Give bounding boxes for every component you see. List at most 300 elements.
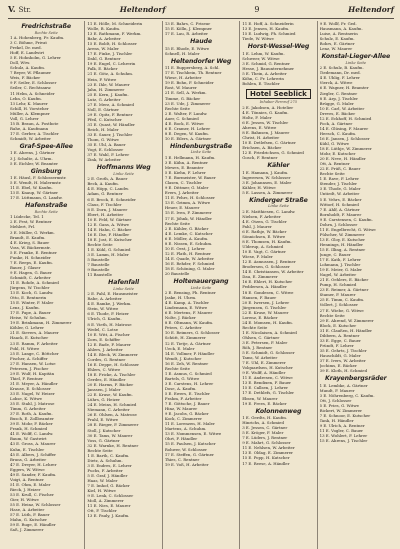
resident-entry: Rechte Seite [164,105,190,111]
resident-entry: 15 E. Popp, H. Kutscher [242,455,290,461]
resident-entry: 15 E. Boldt, H. Schlosser [87,41,137,47]
street-heading: Graf-Spee-Allee [19,142,73,150]
resident-entry: 5 E. Eichler, W. Beamter [10,160,58,166]
resident-entry: 12 E. Asmussen, J. Rentner [242,259,296,265]
resident-entry: 5 E. Lassen, A. Zimmerer [242,189,293,195]
resident-entry: 23 E. Ude, J. Zimmerer [164,100,211,106]
resident-entry: Holtz, F. Maler [242,114,272,120]
resident-entry: Prahl, E. Witwe [87,417,119,423]
resident-entry: Rechte Seite [87,241,113,247]
resident-entry: 51 E. Ohm, E. Maler [10,481,51,487]
resident-entry: Timme, G. Bäcker [164,95,201,101]
resident-entry: Block, E. Kutscher [319,322,357,328]
resident-entry: 57 E. Lüth, F. Bauer [10,512,50,518]
resident-entry: 27 E. Merz, A. Schmied [87,101,134,107]
resident-entry: Hinrichs, A. Schmied [242,420,284,426]
resident-entry: 16 E. Deppe, H. Schlosser [87,361,140,367]
resident-entry: 19 E. Bohn, F. Schneider [164,80,214,86]
resident-entry: Zorn, E. Schiffer [87,336,121,342]
resident-entry: Stender, J. Tischler [319,181,358,187]
resident-entry: 7 E. Uhl, E. Zimmerer [242,360,286,366]
street-heading: Kolonnenweg [255,407,302,415]
resident-entry: Köhn, C. Fr. Lehrerin [242,75,284,81]
resident-entry: Lenz, W. Maurer [319,46,353,52]
resident-entry: 16 E. Zeh, W. Rentner [164,360,209,366]
resident-entry: 22 E. Prüß, C. Bauer [319,166,361,172]
resident-entry: Bauer, J. Glaser [10,264,41,270]
resident-entry: Jahn, H. Zimmerer [87,86,125,92]
resident-entry: 25 E. Lange, C. Böttcher [10,350,59,356]
resident-entry: Claus, F. Tischler [87,201,122,207]
header-right-title: Heltendorf [348,5,394,14]
resident-entry: 9 E. Hagen, G. Bauer [10,269,52,275]
resident-entry: Heuer, E. Maurer [164,205,200,211]
resident-entry: 17 E. Lau, R. Arbeiter [164,31,209,37]
resident-entry: 10 E. Detlefsen, C. Gärtner [242,139,296,145]
resident-entry: 17 E. Reese, A. Händler [242,460,290,466]
resident-entry: 1 E. Nicolaisen, A. Schmied [242,329,297,335]
side-subheading: Linke Seite [190,150,212,155]
street-heading: Hindenburgstraße [170,142,232,150]
resident-entry: 37 E. Wahl, F. Lehrer [87,152,130,158]
resident-entry: Ott, J. Schlosser [319,397,352,403]
resident-entry: Lenz, J. Kaufm. [10,305,40,311]
resident-entry: Krause, E. Schlosser [10,385,51,391]
resident-entry: Timm, G. Arbeiter [10,406,46,412]
resident-entry: 15 E. Rhode, E. Witwe [164,45,210,51]
resident-entry: Noll, E. Gärtner [87,106,119,112]
directory-columns [8,21,394,549]
street-heading: Hoffmanns Weg [96,164,151,172]
resident-entry: Tank, H. Händler [319,417,354,423]
resident-entry: Adam, G. Rentner [87,191,123,197]
resident-entry: Weis, F. Bäcker [10,75,41,81]
resident-entry: 22 E. Kruse, W. Kaufm. [87,392,133,398]
resident-entry: Hein, F. Witwe [87,76,117,82]
resident-entry: 23 E. Reimer, A. Gärtner [319,287,369,293]
resident-entry: 9 E. Jacobs, G. Bäcker [164,411,209,417]
resident-entry: Falk, E. Bäcker [87,66,118,72]
resident-entry: 5 E. Pries, G. Witwe [319,402,359,408]
resident-entry: Hansen, F. Bauer [242,294,277,300]
resident-entry: Thies, C. Rentner [164,456,200,462]
resident-entry: Ahrens, E. Witwe [242,124,277,130]
resident-entry: Thom, G. Witwe [87,137,119,143]
resident-entry: 10 E. Reimers, G. Schlosser [164,330,220,336]
resident-entry: Lindemann, E. Witwe [164,305,208,311]
resident-entry: Kock, C. Zimmerer [164,416,202,422]
resident-entry: Fuchs, F. Arbeiter [87,467,123,473]
resident-entry: 13 E. Oldag, E. Zimmerer [242,450,293,456]
resident-entry: 13 E. Grimm, A. Witwe [164,200,211,206]
resident-entry: 10 E. Oest, J. Lehrer [164,245,205,251]
resident-entry: Doll, Wtw. [10,60,31,66]
resident-entry: Prekel, Dr. med. [10,45,42,51]
resident-entry: Dahl, G. Rentner [87,56,121,62]
resident-entry: Schulz, E. Kaufm. [319,36,355,42]
resident-entry: 9 E. Wollf, Fr. Ged. [319,21,357,26]
resident-entry: Heise, W. Schuhm. [10,315,47,321]
resident-entry: 39 E. Kloth, H. Schmied [319,368,368,374]
resident-entry: 35 E. Gehrts, J. Tischler [319,347,367,353]
resident-entry: Auer, C. Schmied [164,115,199,121]
resident-entry: 3 E. Endres, E. Lehrer [87,462,132,468]
resident-entry: Tams, W. Arbeiter [242,355,278,361]
resident-entry: 2 E. Jakobsen, A. Hotelier [242,104,294,110]
resident-entry: Pohl, H. Witwe [10,345,40,351]
resident-entry: Junge, C. Bauer [319,252,351,258]
resident-entry: 1 Lüdecke, Tel. 1 [10,214,44,220]
resident-entry: Stamer, F. Maurer [319,292,356,298]
resident-entry: 11 E. Ruppersberg, A. Schl. [164,65,220,71]
resident-entry: 2 E. Pahl, E. Hausmeister [87,291,138,297]
resident-entry: Rost, W. Maurer [164,85,197,91]
resident-entry: Dreves, E. Bäcker [319,110,356,116]
resident-entry: 27 E. Hansen, W. Lotse [10,360,56,366]
resident-entry: Jaske, H. Uhrm. [164,295,197,301]
resident-entry: 13 Lehr, K. Maurer [10,100,48,106]
resident-entry: 3 E. Thode, G. Maler [319,186,361,192]
resident-entry: 1 E. Lehm, W. Kaufm. [242,50,285,56]
resident-entry: 3 E. Lamm, H. Maler [87,252,129,258]
resident-entry: 29 E. Wulf, H. Kapitän [10,370,55,376]
resident-entry: Wolle, B. Kaufm. [87,26,121,32]
resident-entry: Schmidt, W. Arbeiter [10,135,52,141]
resident-entry: 21 E. Götz, A. Schuhm. [87,71,134,77]
resident-entry: Bornholdt, F. Maurer [319,211,362,217]
resident-entry: 7 E. Ahlf, A. Gärtner [319,206,360,212]
resident-entry: 8 E. Oltmann, W. Kaufm. [164,320,214,326]
resident-entry: 19 E. Frees, E. Bäcker [242,400,287,406]
resident-entry: Kühl, G. Witwe [319,140,349,146]
resident-entry: Kuhn, E. Tischler [10,446,45,452]
side-subheading: Rechte Seite [34,30,58,35]
resident-entry: 55 E. Heinz, W. Schlosser [10,502,61,508]
resident-entry: 1 E. Ahrens, J. Gärtner [10,150,55,156]
resident-entry: 5 E. Hohnholm, G. Lehrer [10,55,61,61]
resident-entry: 23 E. Ihle, W. Maurer [87,81,130,87]
resident-entry: Rechte Seite [87,447,113,453]
resident-entry: Peters, C. Arbeiter [164,325,202,331]
advert-box: Hotel Seeblick [246,89,310,99]
resident-entry: 8 E. Degen, W. Kaufm. [164,130,209,136]
resident-entry: Mohr, E. Kutscher [319,151,356,157]
header-left [8,4,31,14]
resident-entry: 11 E. Vogler, C. Bauer [319,428,364,434]
resident-entry: 15 E. Callsen, J. Lehrer [242,385,288,391]
resident-entry: 15 E. Ludwig, Ph. Schmied [242,31,296,37]
resident-entry: Gerdes, E. Händler [87,377,126,383]
resident-entry: Rechte Seite [242,324,268,330]
resident-entry: 24 E. Meins, H. Schmied [87,402,137,408]
resident-entry: 14 E. Hahn, C. Bäcker [87,226,132,232]
resident-entry: 13 E. Gloy, E. Kutscher [319,236,366,242]
resident-entry: 3 E. Petersen, F. Maler [242,339,288,345]
resident-entry: 28 E. Rieger, F. Zimmerer [87,422,139,428]
resident-entry: 45 E. Albers, J. Schiffer [10,451,56,457]
resident-entry: Voss, W. Bäckermstr. [10,244,51,250]
resident-entry: 17 E. Lüttmann, G. Landw. [10,195,63,201]
resident-entry: Rechte Seite [164,220,190,226]
resident-entry: 59 E. Ruge, E. Händler [10,522,56,528]
resident-entry: 19 E. Engel, C. Lehrerin [87,61,136,67]
resident-entry: Stein, W. Witwe [87,306,119,312]
resident-entry: Nolte, J. Bäcker [164,315,196,321]
resident-entry: 5 E. Schmidt, G. Schlosser [242,350,295,356]
side-subheading: Linke Seite [268,204,289,209]
resident-entry: 5 E. Kiehn, F. Lehrer [164,170,206,176]
resident-entry: 15 E. Paulsen, J. Kutscher [164,441,216,447]
resident-entry: Rahe, A. Kaufmann [10,125,49,131]
resident-entry: 19 E. Voß, H. Arbeiter [164,461,209,467]
resident-entry: 15 E. Iven, F. Zimmerer [164,210,212,216]
resident-entry: 3 E. Kühn, A. Rentner [164,159,208,165]
resident-entry: 11 E. Ebel, W. Kaufm. [10,185,53,191]
resident-entry: 8 E. Nissen, E. Schuhm. [164,240,213,246]
resident-entry: 24 E. Momsen, H. Kaufm. [242,319,293,325]
resident-entry: 26 E. Ohlsen, A. Matrose [87,412,137,418]
resident-entry: Tiedemann, Dr. med. [319,70,361,76]
resident-entry: 14 E. Quade, W. Arbeiter [164,255,214,261]
header-left-title: Heltendorf [119,5,166,14]
resident-entry: Mahn, G. Kutscher [10,517,47,523]
resident-entry: Ott, A. Rentner [319,161,350,167]
resident-entry: 5 E. Kröger, F. Maler [242,430,284,436]
district-abbrev: Str. [18,6,32,14]
resident-entry: Nagel, W. Arbeiter [319,272,357,278]
street-heading: Hafenstraße [25,202,68,210]
resident-entry: 3 E. Nöhrenberg, C. Kaufm. [319,392,375,398]
resident-entry: Rechte Seite [164,365,190,371]
directory-column [318,21,394,549]
resident-entry: 4 E. Lemke, C. Kutscher [164,230,213,236]
resident-entry: 11 E. Fehrs, H. Schlosser [164,195,215,201]
resident-entry: 16 E. Jansen, J. Schlosser [319,135,370,141]
resident-entry: 10 E. Feld, W. Gärtner [87,216,132,222]
resident-entry: 5 E. Vehrs, E. Bäcker [319,196,362,202]
resident-entry: 31 E. Quast, W. Händler [87,121,135,127]
resident-entry: Petersen, J. Fischer [10,365,49,371]
resident-entry: 20 E. Harms, F. Bäcker [87,382,134,388]
resident-entry: Sönnichsen, E. Witwe [242,234,286,239]
resident-entry: Dau, E. Zimmerer [242,274,278,280]
resident-entry: 11 E. Nehlsen, W. Arbeiter [242,445,295,451]
resident-entry: Ahlers, J. Arbeiter [87,346,123,352]
resident-entry: 12 E. Gans, A. Witwe [87,221,129,227]
resident-entry: 7 E. Burmeister, W. Bauer [164,175,216,181]
resident-entry: 5 E. Franke, E. Rentner [10,249,57,255]
resident-entry: 12 E. Plath, H. Rentner [164,250,211,256]
street-heading: Ginsburg [30,167,62,175]
resident-entry: Seiler, C. Rechtsanw. [10,85,52,91]
resident-entry: Janssen, J. Maler [87,387,121,393]
resident-entry: Ohrt, F. Händler [164,436,198,442]
resident-entry: Ziegler, C. Rentner [319,90,358,96]
resident-entry: 9 E. Wulff, A. Händler [242,370,286,376]
resident-entry: 18 E. Gondesen, C. Witwe [242,289,294,295]
resident-entry: Brodersen, G. Schlosser [242,264,290,270]
resident-entry: Hoff, E. Landwirt [10,50,45,56]
resident-entry: Fischer, A. Schiffer [10,355,48,361]
resident-entry: Vierck, A. Witwe [319,80,353,86]
resident-entry: 6 E. Wagner, H. Beamter [319,85,369,91]
resident-entry: 30 E. Tams, W. Maurer [87,432,133,438]
resident-entry: Ohlsen, C. Gärtner [242,334,280,340]
resident-entry: Ueck, E. Maler [164,345,195,351]
resident-entry: 15 E. Kölln, J. Klempner [164,26,212,32]
resident-entry: Brandt, E. Kaufm. [10,234,46,240]
street-heading: Konstal-Lieger-Allee [321,53,391,61]
resident-entry: Lehn, O. Kaufm. [10,95,42,101]
resident-entry: Rechte Seite [319,171,345,177]
resident-entry: Dose, A. Kaufm. [164,385,197,391]
street-heading: Fredrichstraße [21,23,71,30]
resident-entry: Haas, W. Maler [87,477,118,483]
resident-entry: 7 E. Reeps, E. Kaufm. [10,259,53,265]
resident-entry: 7 E. Schnoor, E. Kutscher [319,412,371,418]
resident-entry: Wiese, F. Maler [242,254,273,260]
side-subheading: Linke Seite [190,285,212,290]
side-subheading: Linke Seite [345,60,367,65]
resident-entry: Mewes, E. Beamter [164,165,204,171]
resident-entry: 20 Baustelle [164,271,190,277]
resident-entry: 1 E. Hamann, J. Kaufm. [242,169,289,175]
resident-entry: Rohrs, E. Gärtner [319,41,355,47]
resident-entry: 13 E. Jensen, H. Kaufm. [242,26,290,32]
resident-entry: 37 E. Ivers, W. Arbeiter [319,358,366,363]
resident-entry: 23 E. Ramm, F. Arbeiter [10,340,58,346]
resident-entry: 12 E. Friedrichsen, G. Schmied [242,149,304,155]
resident-entry: 5 Baustelle [87,257,110,263]
resident-entry: 7 E. Göttsche, J. Bauer [164,401,210,407]
resident-entry: Voll, G. Lehrer [10,115,39,121]
resident-entry: Dibbern, A. Rentner [319,332,360,338]
resident-entry: Hesse, J. Bauunternehmer [242,65,295,71]
page-number: 9 [254,5,260,14]
street-heading: Heltendorfer Weg [170,57,232,65]
resident-entry: Untiedt, W. Arbeiter [319,191,360,197]
resident-entry: 18 E. Lüthje, W. Zimmerer [319,146,372,152]
resident-entry: 15 E. Ahrens, J. Tischler [319,438,368,444]
resident-entry: 14 E. Glüsing, F. Maurer [319,125,369,131]
resident-entry: Bahr, A. Arbeiter [87,36,121,42]
resident-entry: 16 E. Ehlert, H. Kutscher [242,279,293,285]
resident-entry: 5 E. Wendt, H. Malermstr. [10,180,62,186]
resident-entry: 6 E. Rathje, W. Bäcker [242,228,287,234]
resident-entry: 27 E. Wiebe, G. Witwe [319,307,364,313]
resident-entry: 17 E. Jöhnk, W. Händler [164,215,212,221]
resident-entry: Wendt, J. Kutscher [164,355,202,361]
resident-entry: Rabe, A. Arbeiter [87,296,122,302]
resident-entry: Christ, H. Arbeiter [242,134,280,140]
resident-entry: 6 E. Cramer, H. Lehrer [164,125,211,131]
street-heading: Kinderger Straße [249,196,308,204]
resident-entry: Funke, H. Schneider [10,254,51,260]
resident-entry: 33 E. Egge, C. Bauer [319,337,361,343]
resident-entry: Voss, G. Gärtner [87,437,120,443]
resident-entry: 5 E. Thein, A. Arbeiter [242,70,287,76]
resident-entry: Moll, A. Zimmerer [87,498,124,504]
resident-entry: 32 E. Warnke, H. Rentner [87,442,139,448]
resident-entry: 4 E. Krieg, S. Bauer [10,239,50,245]
resident-entry: Hase, A. Arbeiter [10,507,45,513]
resident-entry: Baum, W. Gastwirt [10,436,47,442]
resident-entry: Evers, J. Arbeiter [164,190,199,196]
resident-entry: 14 E. Bleck, W. Zimmerer [87,351,138,357]
resident-entry: 9 E. Dittmer, G. Maler [164,185,209,191]
directory-column [85,21,162,549]
resident-entry: Lorenz, E. Bäcker [242,314,278,320]
resident-entry: Martens, A. Schuhm. [164,426,207,432]
resident-entry: 11 E. Hölle, M. Schneiderin [87,21,143,26]
resident-entry: 14 E. Vollmer, F. Händler [164,350,215,356]
resident-entry: Mundt, F. Maurer [319,387,355,393]
resident-entry: Luise, A. Rentnerin [319,31,358,37]
resident-entry: Clasen, C. Tischler [164,180,202,186]
resident-entry: 5 E. Graf, J. Händler [87,472,128,478]
resident-entry: 11 E. Rohde, A. Schmied [10,279,59,285]
resident-entry: 18 E. Jost, E. Kutscher [87,236,132,242]
resident-entry: Bartels, G. Witwe [164,375,200,381]
resident-entry: Fründt, F. Lehrer [319,342,354,348]
resident-entry: 13 E. Koch, G. Landw. [10,290,54,296]
resident-entry: 19 E. Meier, G. Maler [319,267,363,273]
district-label: V. [8,4,16,14]
resident-entry: 13 E. Rathmann, F. Werkm. [87,31,142,37]
resident-entry: 3 E. Müller, G. Werkm. [10,229,55,235]
street-heading: Kähler [267,162,290,170]
resident-entry: 9 E. Lenk, C. Schlosser [87,493,134,499]
resident-entry: Ulderup, A. Schmied [242,244,284,250]
resident-entry: Vogt, E. Schlosser [87,147,124,153]
resident-entry: Schnell, H. Maler [164,50,200,56]
resident-entry: 17 E. Pape, A. Bauer [10,310,51,316]
resident-entry: 10 E. Witt, A. Fischer [87,331,130,337]
resident-entry: 4 E. Uhlig, F. Lehrer [319,75,360,81]
resident-entry: 4 E. Tönnies, G. Kaufm. [242,109,289,115]
resident-entry: 33 E. Nagel, W. Heizer [10,391,55,396]
resident-entry: Lutz, G. Arbeiter [87,96,121,102]
resident-entry: Volquardsen, H. Kutscher [242,365,293,371]
resident-entry: 35 E. Uhl, A. Bauer [87,142,126,148]
resident-entry: Eggers, W. Witwe [10,466,45,472]
street-heading: Krayenbergsräder [325,375,387,383]
resident-entry: 15 E. Illing, A. Rentner [319,246,366,252]
resident-entry: 9 F. Seiler, E. Schlosser [10,80,57,86]
resident-entry: 29 E. Opitz, F. Rentner [87,111,133,117]
resident-entry: 6 E. Mertens, F. Maurer [164,310,213,316]
resident-entry: 31 E. Meyer, A. Händler [10,380,58,386]
resident-entry: Lohse, K. Witwe [10,396,42,402]
resident-entry: 8 E. Arp, J. Tischler [319,95,358,101]
resident-entry: 6 E. Brock, E. Schneider [87,196,136,202]
resident-entry: 20 E. Iwersen, J. Lehrer [242,299,290,305]
resident-entry: 1 E. Kühl, G. Schmied [87,246,131,252]
resident-entry: 1 E. Lembke, A. Gärtner [319,382,368,388]
directory-column [163,21,240,549]
resident-entry: Kiel, H. Witwe [87,488,116,494]
resident-entry: Dohrn, J. Schlosser [319,221,358,227]
resident-entry: 1 E. Gerdts, H. Kaufm. [242,415,288,421]
resident-entry: 3 J. Schulte, A. Uhrm. [10,155,53,161]
resident-entry: Ebsen, W. Maurer [242,395,278,401]
resident-entry: 13 E. Pauly, J. Kaufm. [87,513,130,519]
resident-entry: 4 E. Otzen, G. Tischler [242,218,287,224]
resident-entry: Rieck, J. Heizer [10,486,41,492]
resident-entry: 5 E. Ewers, E. Tischler [164,391,210,396]
resident-entry: Hinz, W. Maurer [164,406,198,412]
resident-entry: 17 E. Gerber, A. Tischler [10,130,59,136]
